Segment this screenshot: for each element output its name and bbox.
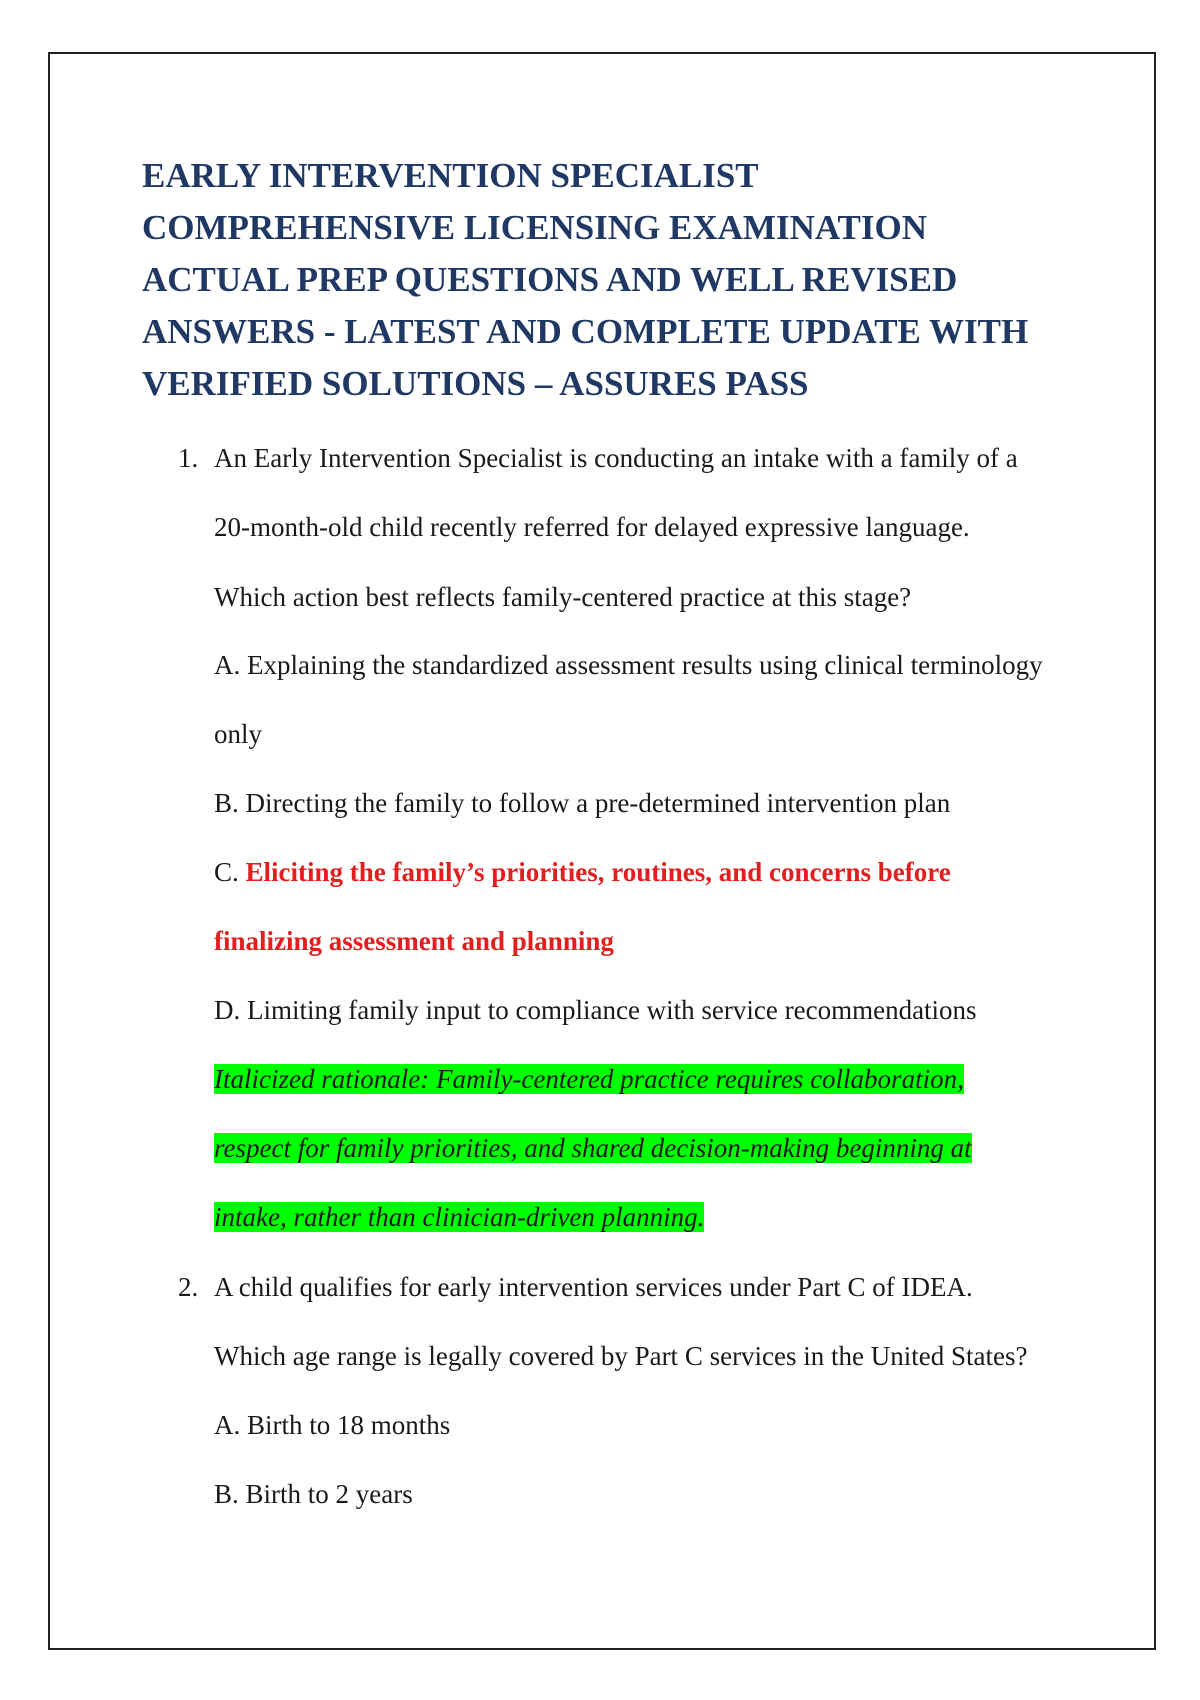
title-line: EARLY INTERVENTION SPECIALIST bbox=[142, 156, 759, 195]
question-stem-line: A child qualifies for early intervention services under Part C of IDEA. bbox=[214, 1272, 973, 1302]
option-a-continued: only bbox=[214, 719, 263, 749]
question-stem-line: 20-month-old child recently referred for delayed expressive language. bbox=[214, 512, 970, 542]
title-line: ACTUAL PREP QUESTIONS AND WELL REVISED bbox=[142, 260, 958, 299]
title-line: VERIFIED SOLUTIONS – ASSURES PASS bbox=[142, 364, 809, 403]
title-line: ANSWERS - LATEST AND COMPLETE UPDATE WITH bbox=[142, 312, 1029, 351]
question-stem-line: Which age range is legally covered by Part C services in the United States? bbox=[214, 1341, 1028, 1371]
rationale-line bbox=[214, 1200, 704, 1234]
correct-answer-text-continued: finalizing assessment and planning bbox=[214, 926, 614, 956]
question-stem-line: Which action best reflects family-centered practice at this stage? bbox=[214, 582, 912, 612]
rationale-line bbox=[214, 1062, 964, 1096]
rationale-highlight: Italicized rationale: Family-centered practice requires collaboration, bbox=[214, 1064, 964, 1094]
option-a: A. Birth to 18 months bbox=[214, 1410, 451, 1440]
option-d: D. Limiting family input to compliance with service recommendations bbox=[214, 995, 977, 1025]
question-number: 1. bbox=[178, 443, 199, 473]
option-b: B. Birth to 2 years bbox=[214, 1479, 413, 1509]
question-stem-line: An Early Intervention Specialist is conducting an intake with a family of a bbox=[214, 443, 1018, 473]
question-number: 2. bbox=[178, 1272, 199, 1302]
option-a: A. Explaining the standardized assessment results using clinical terminology bbox=[214, 650, 1043, 680]
rationale-highlight: intake, rather than clinician-driven planning. bbox=[214, 1202, 705, 1232]
option-c bbox=[214, 855, 951, 889]
option-c-prefix: C. bbox=[214, 857, 246, 887]
rationale-line bbox=[214, 1131, 972, 1165]
option-b: B. Directing the family to follow a pre-determined intervention plan bbox=[214, 788, 951, 818]
document-title bbox=[142, 150, 1082, 410]
rationale-highlight: respect for family priorities, and shared decision-making beginning at bbox=[214, 1133, 972, 1163]
correct-answer-text: Eliciting the family’s priorities, routines, and concerns before bbox=[245, 857, 951, 887]
title-line: COMPREHENSIVE LICENSING EXAMINATION bbox=[142, 208, 928, 247]
